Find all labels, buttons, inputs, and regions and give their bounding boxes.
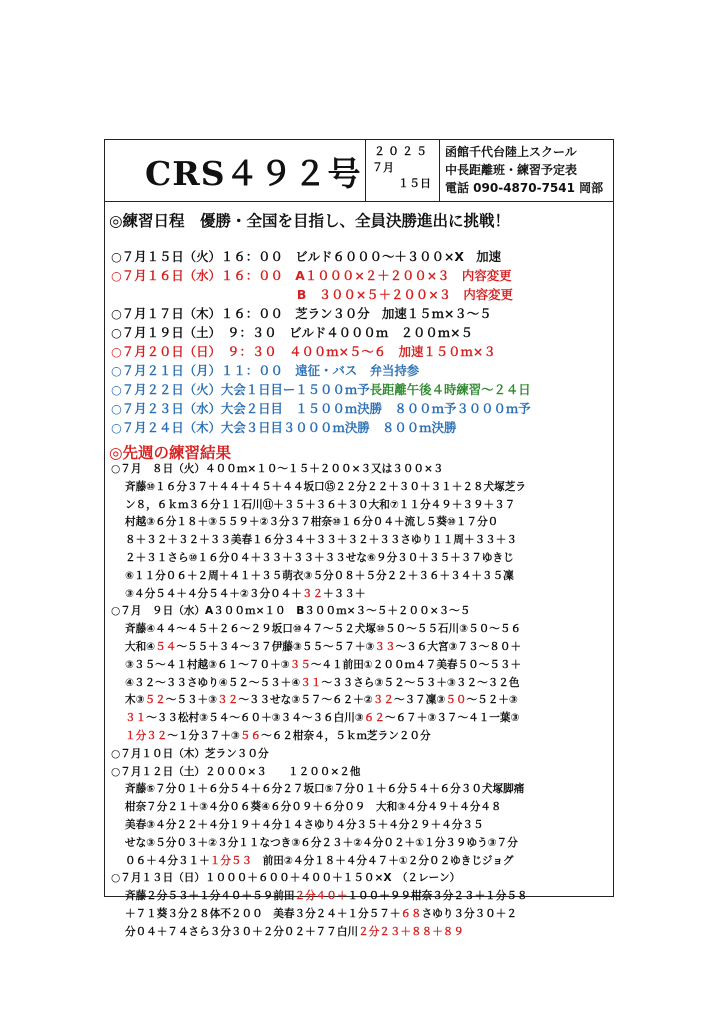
- result-text: ～６２柑奈４，５ｋｍ芝ラン２０分: [261, 729, 431, 742]
- org-cell: [440, 140, 615, 201]
- highlighted-time: １分５３: [209, 854, 253, 867]
- schedule-row: ○７月２０日（日） ９：３０ ４００ｍ×５～６ 加速１５０ｍ×３: [111, 344, 496, 359]
- schedule-row: ○７月１６日（水）１６：００ A１０００×２＋２００×３ 内容変更: [111, 268, 512, 283]
- result-text: ～３３せな③５７～６２＋②: [238, 694, 373, 707]
- result-text: 斉藤⑩１６分３７＋４４＋４５＋４４坂口⑮２２分２２＋３０＋３１＋２８犬塚芝ラ: [125, 480, 526, 493]
- highlighted-time: ２分４０＋: [294, 890, 348, 903]
- result-detail-line: [111, 675, 528, 693]
- schedule-row: ○７月２３日（水）大会２日目 １５００ｍ決勝 ８００ｍ予３０００ｍ予: [111, 401, 531, 416]
- result-text: ～１分３７＋③: [167, 729, 240, 742]
- result-text: １００＋９９柑奈３分２３＋１分５８: [347, 890, 528, 903]
- result-text: ～５３＋③: [165, 694, 218, 707]
- result-text: ０６＋４分３１＋: [125, 854, 210, 867]
- result-detail-line: [111, 924, 528, 942]
- schedule-list: [111, 247, 531, 437]
- result-detail-line: [111, 817, 528, 835]
- result-text: ～５２＋③: [466, 694, 518, 707]
- result-text: ④３２～３３さゆり④５２～５３＋④: [125, 676, 301, 689]
- result-detail-line: [111, 853, 528, 871]
- result-detail-line: [111, 781, 528, 799]
- result-text: ８＋３２＋３２＋３３美春１６分３４＋３３＋３２＋３３さゆり１１周＋３３＋３: [125, 534, 517, 547]
- result-text: ＋７１葵３分２８体不２００ 美春３分２４＋１分５７＋: [125, 907, 401, 920]
- result-text: ～３７凜③: [393, 694, 446, 707]
- result-detail-line: [111, 532, 528, 550]
- result-detail-line: [111, 568, 528, 586]
- result-text: 分０４＋７４さら３分３０＋２分０２＋７７白川: [125, 925, 359, 938]
- schedule-row: [111, 380, 531, 399]
- result-text: 斉藤④４４～４５＋２６～２９坂口⑩４７～５２犬塚⑩５０～５５石川③５０～５６: [125, 623, 522, 636]
- result-detail-line: [111, 586, 528, 604]
- result-detail-line: [111, 497, 528, 515]
- highlighted-time: ３２: [301, 587, 324, 600]
- result-date-line: [111, 870, 528, 888]
- schedule-row: ○７月１７日（木）１６：００ 芝ラン３０分 加速１５ｍ×３～５: [111, 306, 492, 321]
- highlighted-time: ５０: [445, 694, 467, 707]
- schedule-row: ○７月１５日（火）１６：００ ビルド６０００～＋３００×X 加速: [111, 249, 502, 264]
- issue-title: CRS４９２号: [145, 154, 362, 193]
- schedule-sheet: [104, 139, 614, 938]
- highlighted-time: ３２: [217, 694, 239, 707]
- schedule-row-part: ○７月２２日（火）大会１日目ー１５００ｍ予: [111, 382, 370, 397]
- highlighted-time: ６２: [363, 712, 385, 725]
- highlighted-time: ３１: [125, 712, 147, 725]
- schedule-row: ○７月２１日（月）１１：００ 遠征・バス 弁当持参: [111, 363, 420, 378]
- schedule-row-part: 長距離午後４時練習～２４日: [369, 382, 531, 397]
- date-day: １５日: [398, 177, 431, 190]
- result-detail-line: [111, 888, 528, 906]
- section-heading-schedule: ◎練習日程 優勝・全国を目指し、全員決勝進出に挑戦！: [109, 212, 511, 230]
- highlighted-time: ５４: [155, 640, 177, 653]
- result-text: ～５５＋３４～３７伊藤③５５～５７＋③: [176, 640, 375, 653]
- result-detail-line: [111, 550, 528, 568]
- result-text: さゆり３分３０＋２: [421, 907, 517, 920]
- result-text: ＋３３＋: [323, 587, 366, 600]
- title-cell: [105, 140, 366, 201]
- result-text: 柑奈７分２１＋③４分０６葵④６分０９＋６分０９ 大和③４分４９＋４分４８: [125, 801, 502, 814]
- result-text: ～３６大宮③７３～８０＋: [395, 640, 522, 653]
- org-phone: 電話 090-4870-7541 岡部: [445, 181, 604, 195]
- result-text: 村越③６分１８＋③５５９＋②３分３７柑奈⑩１６分０４＋流し５葵⑩１７分０: [125, 516, 499, 529]
- result-text: 斉藤２分５３＋１分４０＋５９前田: [125, 890, 295, 903]
- result-text: 大和④: [125, 640, 156, 653]
- result-text: ～６７＋③３７～４１一葉③: [384, 712, 520, 725]
- result-detail-line: [111, 710, 528, 728]
- highlighted-time: ３５: [289, 658, 311, 671]
- result-detail-line: [111, 621, 528, 639]
- result-date-line: [111, 603, 528, 621]
- highlighted-time: ３２: [372, 694, 394, 707]
- result-detail-line: [111, 835, 528, 853]
- result-text: せな③５分０３＋②３分１１なつき③６分２３＋②４分０２＋①１分３９ゆう③７分: [125, 836, 518, 849]
- result-text: ③３５～４１村越③６１～７０＋③: [125, 658, 290, 671]
- highlighted-time: ６８: [400, 907, 422, 920]
- org-name: 函館千代台陸上スクール: [445, 145, 577, 159]
- section-heading-results: ◎先週の練習結果: [109, 444, 232, 462]
- result-text: 前田②４分１８＋４分４７＋①２分０２ゆきじジョグ: [252, 854, 514, 867]
- result-detail-line: [111, 799, 528, 817]
- result-detail-line: [111, 479, 528, 497]
- result-text: 斉藤⑤７分０１＋６分５４＋６分２７坂口⑤７分０１＋６分５４＋６分３０犬塚脚痛: [125, 783, 525, 796]
- result-text: ○７月 ８日（火）４００ｍ×１０～１５＋２００×３又は３００×３: [111, 463, 444, 475]
- result-text: ⑥１１分０６＋２周＋４１＋３５萌衣③５分０８＋５分２２＋３６＋３４＋３５凜: [125, 569, 514, 582]
- org-section: 中長距離班・練習予定表: [445, 163, 578, 177]
- result-date-line: [111, 746, 528, 764]
- header: [105, 140, 613, 202]
- result-text: 木③: [125, 694, 145, 707]
- result-text: ２＋３１さら⑩１６分０４＋３３＋３３＋３３せな⑥９分３０＋３５＋３７ゆきじ: [125, 551, 514, 564]
- highlighted-time: ２分２３＋８８＋８９: [358, 925, 464, 938]
- results-list: [111, 461, 528, 942]
- result-text: ～３３松村③５４～６０＋③３４～３６白川③: [146, 712, 364, 725]
- result-text: ③４分５４＋４分５４＋②３分０４＋: [125, 587, 302, 600]
- result-text: ～３３さら③５２～５３＋③３２～３２色: [321, 676, 520, 689]
- result-text: 美春③４分２２＋４分１９＋４分１４さゆり４分３５＋４分２９＋４分３５: [125, 818, 484, 831]
- schedule-row: B ３００×５＋２００×３ 内容変更: [111, 287, 513, 302]
- result-detail-line: [111, 692, 528, 710]
- result-text: ○７月１０日（木）芝ラン３０分: [111, 747, 269, 760]
- highlighted-time: ３１: [300, 676, 322, 689]
- result-text: ○７月１２日（土）２０００×３ １２００×２他: [111, 765, 361, 778]
- schedule-row: ○７月２４日（木）大会３日目３０００ｍ決勝 ８００ｍ決勝: [111, 420, 457, 435]
- date-year: ２０２５: [374, 145, 430, 158]
- highlighted-time: ５６: [239, 729, 262, 742]
- highlighted-time: １分３２: [125, 729, 168, 742]
- schedule-row: ○７月１９日（土） ９：３０ ビルド４０００ｍ ２００ｍ×５: [111, 325, 473, 340]
- result-detail-line: [111, 657, 528, 675]
- result-text: ～４１前田①２００ｍ４７美春５０～５３＋: [310, 658, 522, 671]
- result-date-line: [111, 461, 528, 479]
- result-detail-line: [111, 514, 528, 532]
- date-month: ７月: [372, 161, 394, 174]
- highlighted-time: ５２: [144, 694, 166, 707]
- result-text: ン８，６ｋｍ３６分１１石川⑪＋３５＋３６＋３０大和⑦１１分４９＋３９＋３７: [125, 498, 516, 511]
- result-date-line: [111, 764, 528, 782]
- highlighted-time: ３３: [374, 640, 396, 653]
- date-cell: [366, 140, 440, 201]
- result-text: ○７月１３日（日）１０００＋６００＋４００＋１５０×X （２レーン）: [111, 872, 461, 885]
- result-text: ○７月 ９日（水）A３００ｍ×１０ B３００ｍ×３～５＋２００×３～５: [111, 605, 471, 618]
- result-detail-line: [111, 639, 528, 657]
- result-detail-line: [111, 906, 528, 924]
- result-detail-line: [111, 728, 528, 746]
